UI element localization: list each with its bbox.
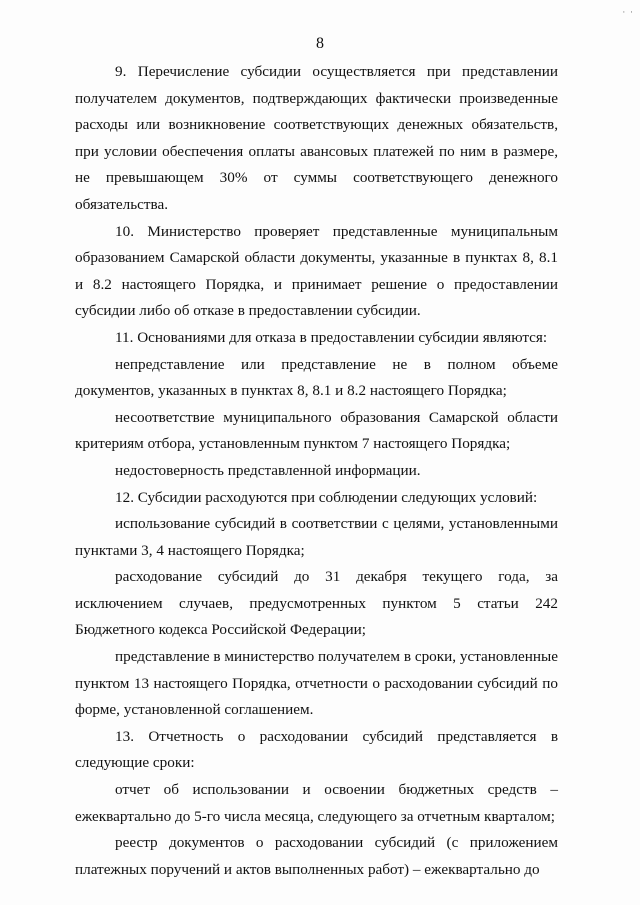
paragraph-11-item-2: несоответствие муниципального образования Самарской области критериям отбора, установленным пунктом 7 настоящего Порядка; <box>75 408 558 453</box>
paragraph-12-item-2: расходование субсидий до 31 декабря текущего года, за исключением случаев, предусмотренных пунктом 5 статьи 242 Бюджетного кодекса Российской Федерации; <box>75 568 558 639</box>
paragraph-11-item-3: недостоверность представленной информации. <box>115 461 421 479</box>
paragraph-9: 9. Перечисление субсидии осуществляется при представлении получателем документов, подтверждающих фактически произведенные расходы или возникновение соответствующих денежных обязательств, при условии обеспечения оплаты авансовых платежей по ним в размере, не превышающем 30% от суммы соответствующего денежного обязательства. <box>75 63 558 213</box>
paragraph-10: 10. Министерство проверяет представленные муниципальным образованием Самарской области документы, указанные в пунктах 8, 8.1 и 8.2 настоящего Порядка, и принимает решение о предоставлении субсидии либо об отказе в предоставлении субсидии. <box>75 222 558 320</box>
paragraph-13-item-2: реестр документов о расходовании субсидий (с приложением платежных поручений и актов выполненных работ) – ежеквартально до <box>75 834 558 878</box>
scan-marks: · · <box>622 8 634 18</box>
paragraph-12-item-3: представление в министерство получателем в сроки, установленные пунктом 13 настоящего Порядка, отчетности о расходовании субсидий по форме, установленной соглашением. <box>75 648 558 719</box>
document-body <box>75 59 558 883</box>
page-number: 8 <box>316 35 324 52</box>
paragraph-11-item-1: непредставление или представление не в полном объеме документов, указанных в пунктах 8, 8.1 и 8.2 настоящего Порядка; <box>75 355 558 400</box>
paragraph-13-item-1: отчет об использовании и освоении бюджетных средств – ежеквартально до 5-го числа месяца, следующего за отчетным кварталом; <box>75 781 558 825</box>
paragraph-11: 11. Основаниями для отказа в предоставлении субсидии являются: <box>115 328 548 346</box>
paragraph-13: 13. Отчетность о расходовании субсидий представляется в следующие сроки: <box>75 727 558 772</box>
paragraph-12: 12. Субсидии расходуются при соблюдении следующих условий: <box>115 488 538 506</box>
paragraph-12-item-1: использование субсидий в соответствии с целями, установленными пунктами 3, 4 настоящего Порядка; <box>75 515 558 559</box>
